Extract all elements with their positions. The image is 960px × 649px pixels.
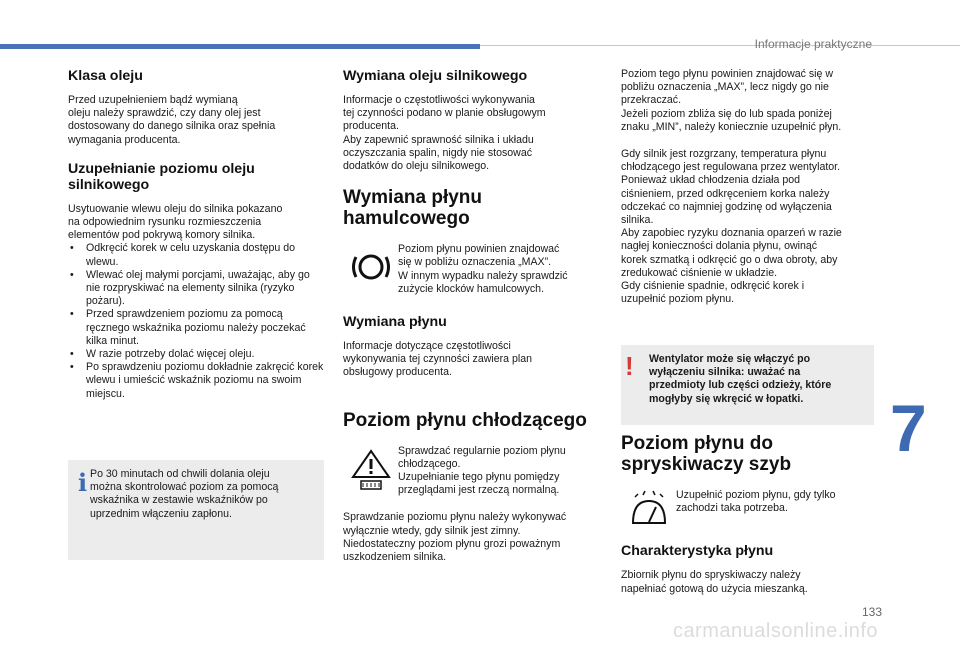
watermark: carmanualsonline.info <box>672 620 878 642</box>
coolant-hot-engine-text: Gdy silnik jest rozgrzany, temperatura płynu chłodzącego jest regulowana przez wentylator. Ponieważ układ chłodzenia działa pod ciśnieniem, przed odkręceniem korka należy odczekać co najmniej godzinę od wyłączenia silnika. Aby zapobiec ryzyku doznania oparzeń w razie nagłej konieczności dolania płynu, owinąć korek szmatką i odkręcić go o dwa obroty, aby zredukować ciśnienie w układzie. Gdy ciśnienie spadnie, odkręcić korek i uzupełnić poziom płynu. <box>621 148 842 306</box>
uzupelnianie-text: Usytuowanie wlewu oleju do silnika pokazano na odpowiednim rysunku rozmieszczenia elementów pod pokrywą komory silnika. <box>68 202 283 242</box>
wymiana-oleju-text: Informacje o częstotliwości wykonywania tej czynności podano w planie obsługowym producenta. Aby zapewnić sprawność silnika i układu oczyszczania spalin, nigdy nie stosować dodatków do oleju silnikowego. <box>343 94 546 173</box>
brake-warning-icon <box>347 249 395 285</box>
list-item: • Wlewać olej małymi porcjami, uważając, aby go nie rozpryskiwać na elementy silnika (ryzyko pożaru). <box>68 269 324 309</box>
section-title-plyn-hamulcowy: Wymiana płynu hamulcowego <box>343 187 483 230</box>
coolant-warning-icon <box>347 447 395 491</box>
section-title-wymiana-plynu: Wymiana płynu <box>343 314 447 331</box>
column-2 <box>343 62 605 578</box>
plyn-chlodzacy-check-text: Sprawdzać regularnie poziom płynu chłodzącego. Uzupełnianie tego płynu pomiędzy przeglądami jest rzeczą normalną. <box>398 444 566 497</box>
info-note-text: Po 30 minutach od chwili dolania oleju można skontrolować poziom za pomocą wskaźnika w zestawie wskaźników po uprzednim włączeniu zapłonu. <box>90 468 279 520</box>
section-title-uzupelnianie: Uzupełnianie poziomu oleju silnikowego <box>68 160 255 193</box>
spryskiwacze-text: Uzupełnić poziom płynu, gdy tylko zachodzi taka potrzeba. <box>676 489 836 515</box>
plyn-hamulcowy-text: Poziom płynu powinien znajdować się w pobliżu oznaczenia „MAX”. W innym wypadku należy sprawdzić zużycie klocków hamulcowych. <box>398 243 568 295</box>
chapter-number: 7 <box>890 391 927 465</box>
warning-box <box>621 345 874 425</box>
washer-fluid-row <box>621 489 876 515</box>
info-icon: i <box>78 468 88 497</box>
section-title-plyn-chlodzacy: Poziom płynu chłodzącego <box>343 409 587 431</box>
header-rule <box>480 45 960 46</box>
klasa-oleju-text: Przed uzupełnieniem bądź wymianą oleju należy sprawdzić, czy dany olej jest dostosowany do danego silnika oraz spełnia wymagania producenta. <box>68 94 276 146</box>
column-3 <box>621 62 876 320</box>
column-1 <box>68 62 324 415</box>
coolant-row <box>343 445 605 498</box>
warning-text: Wentylator może się włączyć po wyłączeniu silnika: uważać na przedmioty lub części odzieży, które mogłyby się wkręcić w łopatki. <box>649 353 832 405</box>
list-item: • Po sprawdzeniu poziomu dokładnie zakręcić korek wlewu i umieścić wskaźnik poziomu na swoim miejscu. <box>68 361 324 401</box>
chapter-title: Informacje praktyczne <box>754 37 872 51</box>
info-note-box <box>68 460 324 560</box>
warning-icon: ! <box>625 351 634 381</box>
list-item: • W razie potrzeby dolać więcej oleju. <box>68 348 324 361</box>
coolant-level-text: Poziom tego płynu powinien znajdować się w pobliżu oznaczenia „MAX”, lecz nigdy go nie przekraczać. Jeżeli poziom zbliża się do lub spada poniżej znaku „MIN”, należy koniecznie uzupełnić płyn. <box>621 68 842 133</box>
page-number: 133 <box>861 605 882 619</box>
section-title-wymiana-oleju: Wymiana oleju silnikowego <box>343 68 528 84</box>
list-item: • Odkręcić korek w celu uzyskania dostępu do wlewu. <box>68 242 324 268</box>
uzupelnianie-steps <box>68 242 324 400</box>
column-3-lower <box>621 433 876 610</box>
section-title-klasa-oleju: Klasa oleju <box>68 68 143 84</box>
list-item: • Przed sprawdzeniem poziomu za pomocą ręcznego wskaźnika poziomu należy poczekać kilka minut. <box>68 308 324 348</box>
section-title-spryskiwacze: Poziom płynu do spryskiwaczy szyb <box>621 433 792 475</box>
section-title-charakterystyka: Charakterystyka płynu <box>621 543 774 560</box>
washer-fluid-icon <box>625 489 673 529</box>
header-accent-bar <box>0 44 480 49</box>
brake-fluid-row <box>343 243 605 296</box>
charakterystyka-text: Zbiornik płynu do spryskiwaczy należy napełniać gotową do użycia mieszanką. <box>621 569 808 595</box>
plyn-chlodzacy-text: Sprawdzanie poziomu płynu należy wykonywać wyłącznie wtedy, gdy silnik jest zimny. Niedostateczny poziom płynu grozi poważnym uszkodzeniem silnika. <box>343 511 567 564</box>
wymiana-plynu-text: Informacje dotyczące częstotliwości wykonywania tej czynności zawiera plan obsługowy producenta. <box>343 340 533 379</box>
